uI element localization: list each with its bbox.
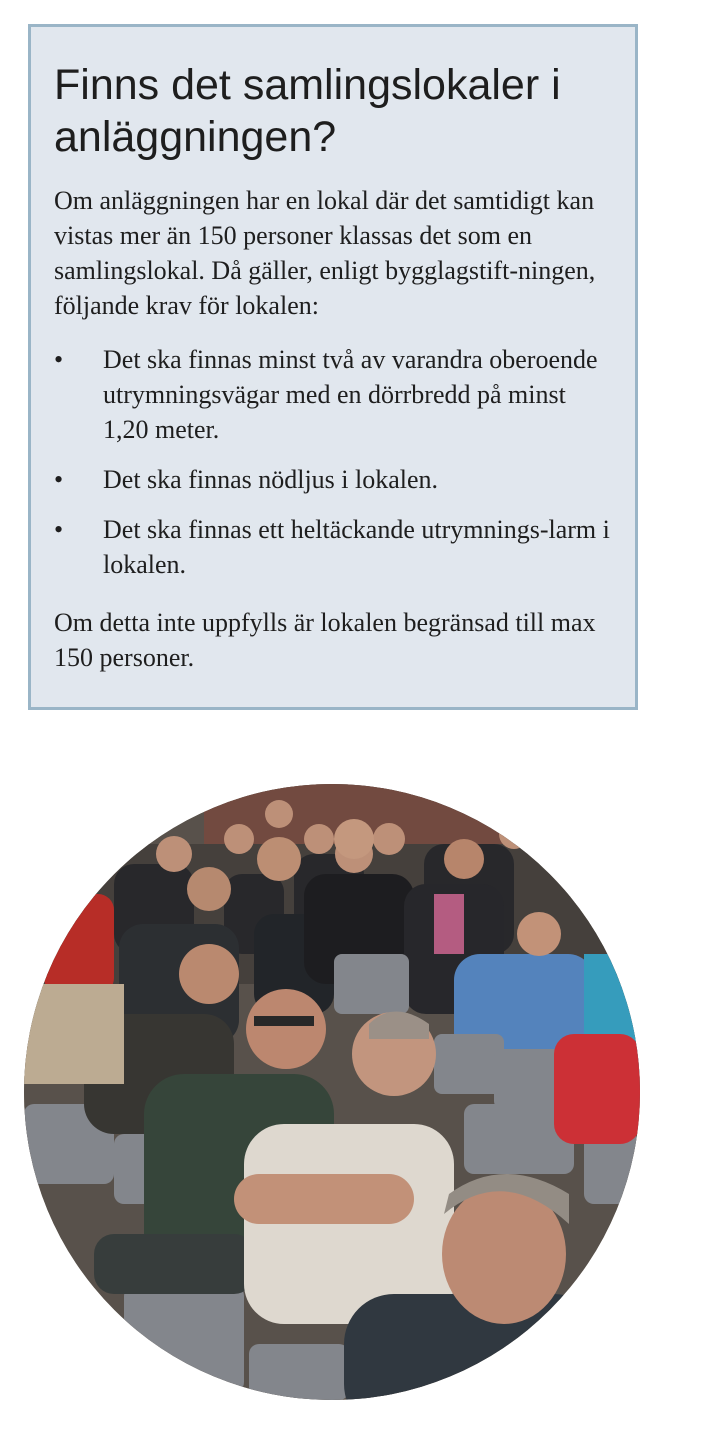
audience-photo-illustration <box>24 784 640 1400</box>
bullet-icon: • <box>54 515 64 544</box>
audience-photo <box>24 784 640 1400</box>
list-item <box>54 462 614 497</box>
list-item <box>54 512 614 582</box>
bullet-icon: • <box>54 345 64 374</box>
list-item-text: Det ska finnas ett heltäckande utrymnings-larm i lokalen. <box>103 515 610 579</box>
outro-paragraph: Om detta inte uppfylls är lokalen begränsad till max 150 personer. <box>54 608 596 672</box>
requirements-list <box>54 342 614 597</box>
info-title: Finns det samlingslokaler i anläggningen? <box>54 61 561 161</box>
intro-paragraph: Om anläggningen har en lokal där det samtidigt kan vistas mer än 150 personer klassas det som en samlingslokal. Då gäller, enligt bygglagstift-ningen, följande krav för lokalen: <box>54 186 596 320</box>
bullet-icon: • <box>54 465 64 494</box>
list-item-text: Det ska finnas nödljus i lokalen. <box>103 465 439 494</box>
info-box <box>28 24 638 710</box>
list-item-text: Det ska finnas minst två av varandra oberoende utrymningsvägar med en dörrbredd på minst 1,20 meter. <box>103 345 598 444</box>
list-item <box>54 342 614 447</box>
